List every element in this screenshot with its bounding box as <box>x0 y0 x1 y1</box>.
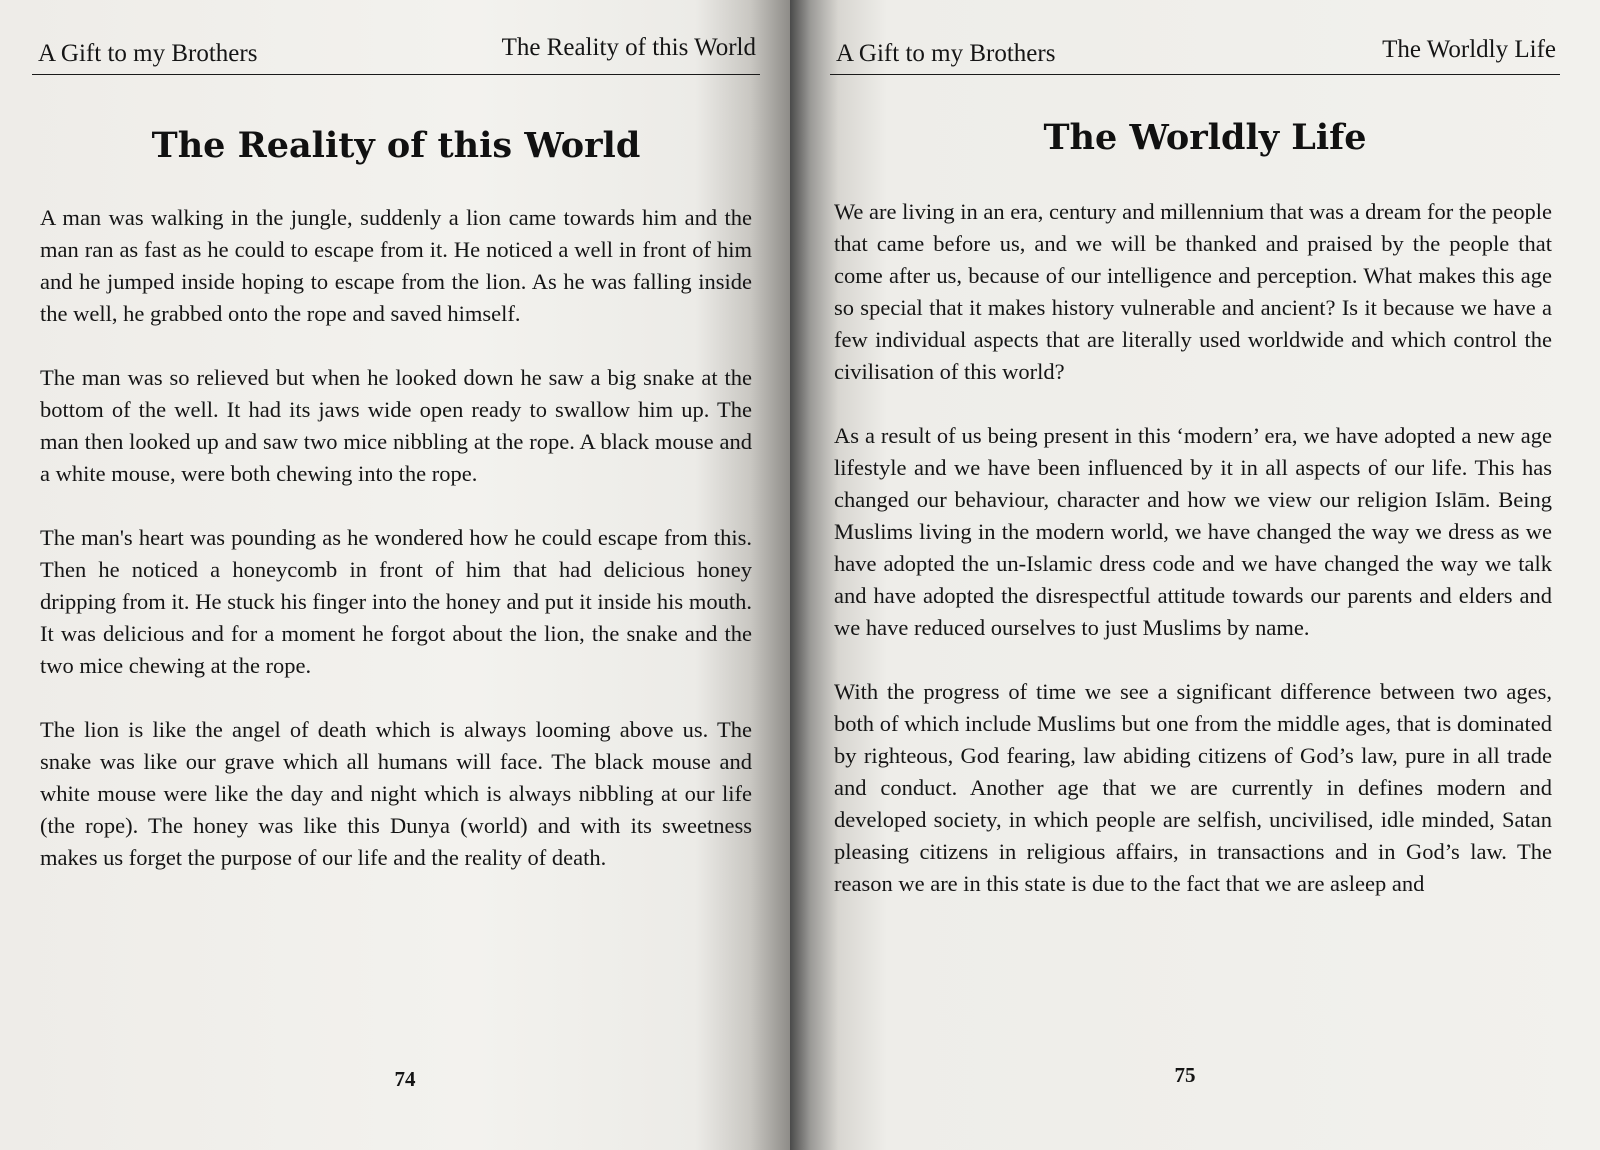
paragraph: As a result of us being present in this ‘modern’ era, we have adopted a new age lifestyle and we have been influenced by it in all aspects of our life. This has changed our behaviour, character and how we view our religion Islām. Being Muslims living in the modern world, we have changed the way we dress as we have adopted the un-Islamic dress code and we have changed the way we talk and have adopted the disrespectful attitude towards our parents and elders and we have reduced ourselves to just Muslims by name. <box>834 423 1552 640</box>
running-head <box>32 0 760 75</box>
right-page <box>790 0 1600 1150</box>
paragraph: A man was walking in the jungle, suddenly a lion came towards him and the man ran as fast as he could to escape from it. He noticed a well in front of him and he jumped inside hoping to escape from the lion. As he was falling inside the well, he grabbed onto the rope and saved himself. <box>40 205 752 326</box>
running-head <box>830 0 1560 75</box>
body-text <box>32 202 760 874</box>
left-page <box>0 0 790 1150</box>
chapter-header: The Worldly Life <box>1382 36 1556 63</box>
paragraph: With the progress of time we see a significant difference between two ages, both of which include Muslims but one from the middle ages, that is dominated by righteous, God fearing, law abiding citizens of God’s law, pure in all trade and conduct. Another age that we are currently in defines modern and developed society, in which people are selfish, uncivilised, idle minded, Satan pleasing citizens in religious affairs, in transactions and in God’s law. The reason we are in this state is due to the fact that we are asleep and <box>834 679 1552 896</box>
paragraph: The lion is like the angel of death which is always looming above us. The snake was like our grave which all humans will face. The black mouse and white mouse were like the day and night which is always nibbling at our life (the rope). The honey was like this Dunya (world) and with its sweetness makes us forget the purpose of our life and the reality of death. <box>40 717 752 870</box>
page-number: 75 <box>1174 1063 1196 1087</box>
chapter-title: The Worldly Life <box>1043 117 1367 158</box>
paragraph: The man's heart was pounding as he wondered how he could escape from this. Then he noticed a honeycomb in front of him that had delicious honey dripping from it. He stuck his finger into the honey and put it inside his mouth. It was delicious and for a moment he forgot about the lion, the snake and the two mice chewing at the rope. <box>40 525 752 678</box>
body-text <box>830 196 1560 900</box>
chapter-header: The Reality of this World <box>501 34 756 61</box>
chapter-title: The Reality of this World <box>151 125 641 166</box>
book-title-header: A Gift to my Brothers <box>38 40 258 67</box>
paragraph: We are living in an era, century and millennium that was a dream for the people that came before us, and we will be thanked and praised by the people that come after us, because of our intelligence and perception. What makes this age so special that it makes history vulnerable and ancient? Is it because we have a few individual aspects that are literally used worldwide and which control the civilisation of this world? <box>834 199 1552 384</box>
paragraph: The man was so relieved but when he looked down he saw a big snake at the bottom of the well. It had its jaws wide open ready to swallow him up. The man then looked up and saw two mice nibbling at the rope. A black mouse and a white mouse, were both chewing into the rope. <box>40 365 752 486</box>
page-number: 74 <box>394 1067 416 1091</box>
book-title-header: A Gift to my Brothers <box>836 40 1056 67</box>
